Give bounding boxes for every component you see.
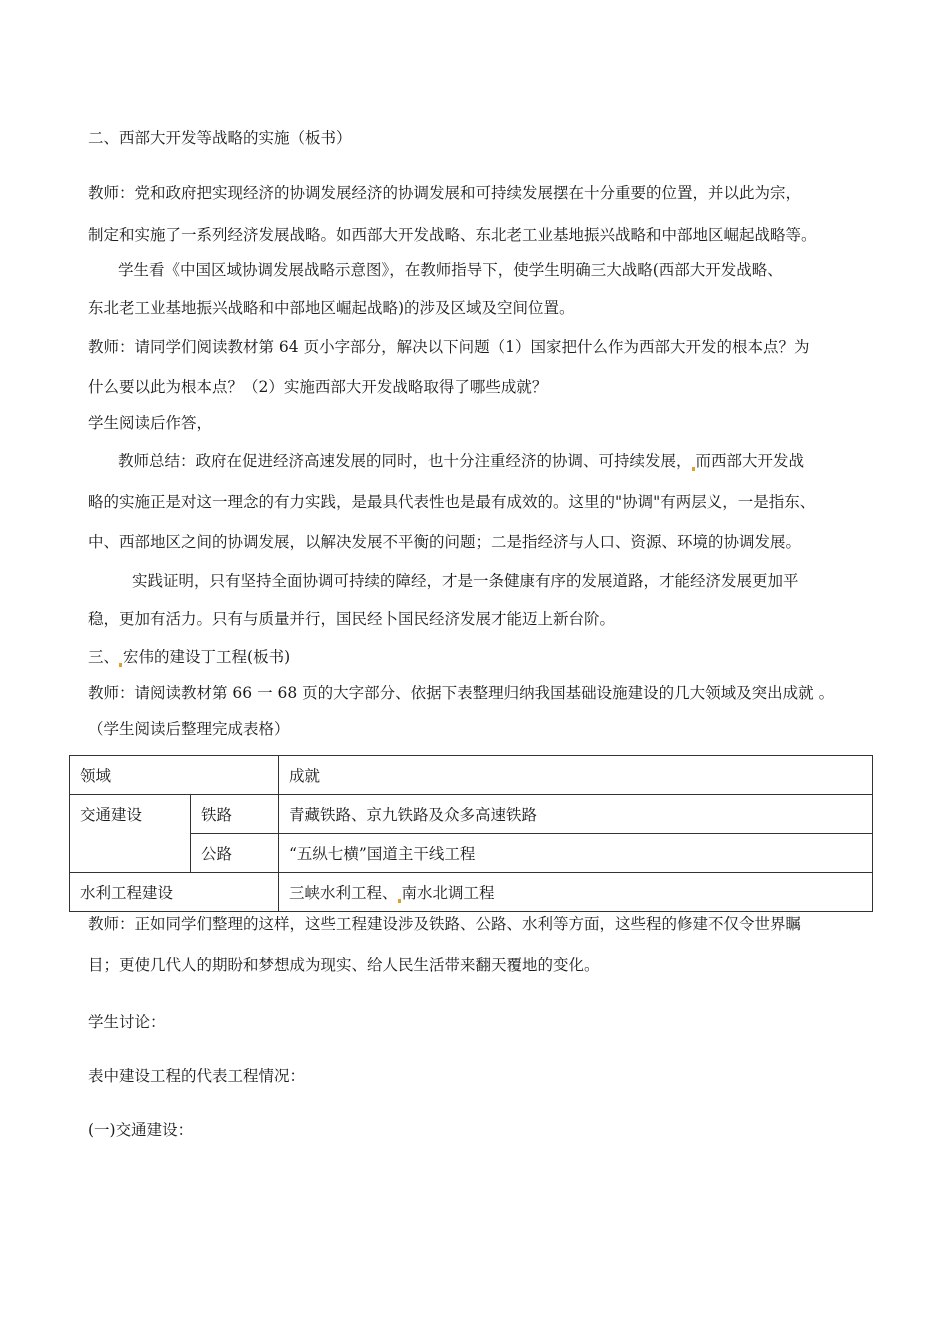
text-run: 而西部大开发战	[695, 452, 805, 470]
paragraph-line: 学生看《中国区域协调发展战略示意图》，在教师指导下，使学生明确三大战略(西部大开发战略、	[118, 261, 783, 279]
section-heading: 二、西部大开发等战略的实施（板书）	[88, 129, 352, 147]
table-row	[70, 873, 873, 912]
paragraph-line: 目；更使几代人的期盼和梦想成为现实、给人民生活带来翻天覆地的变化。	[88, 956, 600, 974]
paragraph-line: （学生阅读后整理完成表格）	[88, 720, 290, 738]
table-cell: 水利工程建设	[70, 873, 279, 912]
edit-mark	[398, 899, 401, 903]
table-row	[70, 795, 873, 834]
text-run: 南水北调工程	[401, 884, 495, 902]
paragraph-line: 东北老工业基地振兴战略和中部地区崛起战略)的涉及区域及空间位置。	[88, 299, 575, 317]
paragraph-line: 制定和实施了一系列经济发展战略。如西部大开发战略、东北老工业基地振兴战略和中部地区崛起战略等。	[88, 226, 817, 244]
text-run: 宏伟的建设丁工程(板书)	[123, 648, 291, 666]
paragraph-line: 表中建设工程的代表工程情况：	[88, 1067, 306, 1085]
table-row	[70, 834, 873, 873]
table-cell: “五纵七横”国道主干线工程	[279, 834, 873, 873]
paragraph-line: 教师：请同学们阅读教材第 64 页小字部分，解决以下问题（1）国家把什么作为西部大开发的根本点？为	[88, 338, 810, 356]
paragraph-line: 实践证明，只有坚持全面协调可持续的障经，才是一条健康有序的发展道路，才能经济发展更加平	[132, 572, 799, 590]
paragraph-line: 教师：正如同学们整理的这样，这些工程建设涉及铁路、公路、水利等方面，这些程的修建不仅令世界瞩	[88, 915, 802, 933]
table-header-cell: 成就	[279, 756, 873, 795]
infrastructure-table	[69, 755, 873, 912]
text-run: 三峡水利工程、	[289, 884, 398, 902]
table-cell	[279, 873, 873, 912]
text-run: 教师总结：政府在促进经济高速发展的同时，也十分注重经济的协调、可持续发展，	[118, 452, 692, 470]
paragraph-line: 学生阅读后作答，	[88, 414, 213, 432]
paragraph-line: 什么要以此为根本点？（2）实施西部大开发战略取得了哪些成就？	[88, 378, 548, 396]
table-cell: 铁路	[191, 795, 279, 834]
table-row	[70, 756, 873, 795]
paragraph-line	[118, 451, 804, 471]
edit-mark	[692, 467, 695, 471]
section-heading	[88, 647, 290, 667]
paragraph-line: 教师：请阅读教材第 66 一 68 页的大字部分、依据下表整理归纳我国基础设施建设的几大领域及突出成就 。	[88, 684, 835, 702]
table-cell: 公路	[191, 834, 279, 873]
paragraph-line: 学生讨论：	[88, 1013, 166, 1031]
paragraph-line: 稳，更加有活力。只有与质量并行，国民经卜国民经济发展才能迈上新台阶。	[88, 610, 616, 628]
table-header-cell: 领域	[70, 756, 279, 795]
table-cell: 交通建设	[70, 795, 191, 873]
edit-mark	[119, 663, 122, 667]
paragraph-line: 中、西部地区之间的协调发展，以解决发展不平衡的问题；二是指经济与人口、资源、环境的协调发展。	[88, 533, 802, 551]
paragraph-line: 教师：党和政府把实现经济的协调发展经济的协调发展和可持续发展摆在十分重要的位置，并以此为宗，	[88, 184, 802, 202]
table-cell: 青藏铁路、京九铁路及众多高速铁路	[279, 795, 873, 834]
paragraph-line: 略的实施正是对这一理念的有力实践，是最具代表性也是最有成效的。这里的"协调"有两层义，一是指东、	[88, 493, 816, 511]
text-run: 三、	[88, 648, 120, 666]
paragraph-line: (一)交通建设：	[88, 1121, 194, 1139]
